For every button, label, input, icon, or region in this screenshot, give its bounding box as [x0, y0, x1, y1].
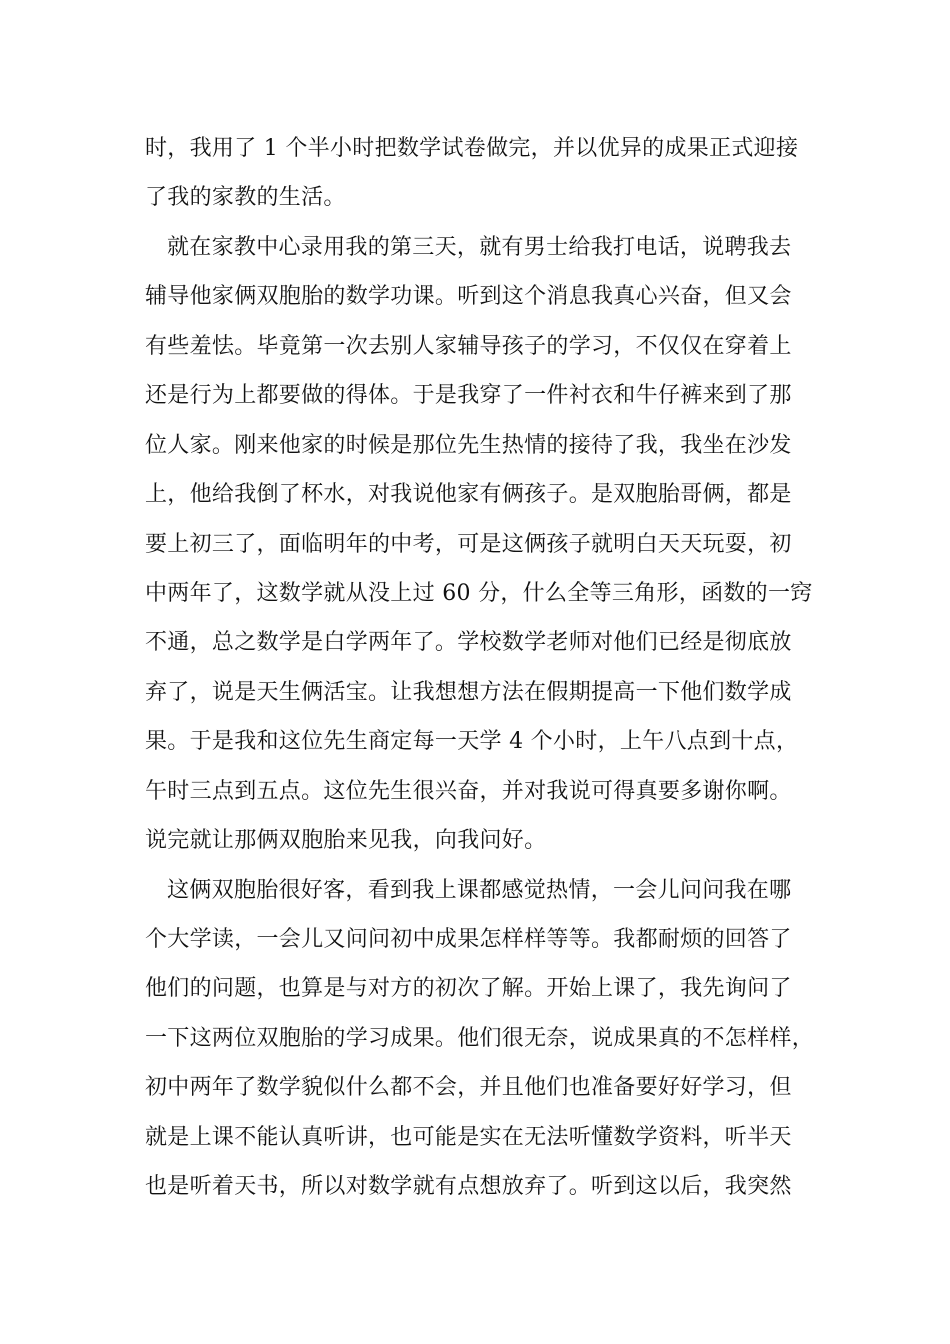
text-line: 说完就让那俩双胞胎来见我，向我问好。	[145, 828, 547, 854]
paragraph-first-line: 这俩双胞胎很好客，看到我上课都感觉热情，一会儿问问我在哪	[167, 877, 792, 903]
text-line: 中两年了，这数学就从没上过 60 分，什么全等三角形，函数的一窍	[145, 580, 813, 606]
text-line: 他们的问题，也算是与对方的初次了解。开始上课了，我先询问了	[145, 976, 792, 1002]
document-body	[145, 124, 835, 1212]
text-line: 位人家。刚来他家的时候是那位先生热情的接待了我，我坐在沙发	[145, 432, 792, 458]
text-line: 果。于是我和这位先生商定每一天学 4 个小时，上午八点到十点，	[145, 729, 799, 755]
paragraph-first-line: 就在家教中心录用我的第三天，就有男士给我打电话，说聘我去	[167, 234, 792, 260]
text-line: 弃了，说是天生俩活宝。让我想想方法在假期提高一下他们数学成	[145, 679, 792, 705]
text-line: 初中两年了数学貌似什么都不会，并且他们也准备要好好学习，但	[145, 1075, 792, 1101]
text-line: 还是行为上都要做的得体。于是我穿了一件衬衣和牛仔裤来到了那	[145, 383, 792, 409]
text-line: 一下这两位双胞胎的学习成果。他们很无奈，说成果真的不怎样样，	[145, 1025, 815, 1051]
text-line: 了我的家教的生活。	[145, 185, 346, 211]
text-line: 有些羞怯。毕竟第一次去别人家辅导孩子的学习，不仅仅在穿着上	[145, 333, 792, 359]
text-line: 上，他给我倒了杯水，对我说他家有俩孩子。是双胞胎哥俩，都是	[145, 482, 792, 508]
text-line: 午时三点到五点。这位先生很兴奋，并对我说可得真要多谢你啊。	[145, 778, 792, 804]
text-line: 就是上课不能认真听讲，也可能是实在无法听懂数学资料，听半天	[145, 1124, 792, 1150]
text-line: 个大学读，一会儿又问问初中成果怎样样等等。我都耐烦的回答了	[145, 927, 792, 952]
text-line: 不通，总之数学是白学两年了。学校数学老师对他们已经是彻底放	[145, 630, 792, 656]
text-line: 要上初三了，面临明年的中考，可是这俩孩子就明白天天玩耍，初	[145, 531, 792, 557]
text-line: 时，我用了 1 个半小时把数学试卷做完，并以优异的成果正式迎接	[145, 136, 799, 161]
text-line: 辅导他家俩双胞胎的数学功课。听到这个消息我真心兴奋，但又会	[145, 284, 792, 310]
text-line: 也是听着天书，所以对数学就有点想放弃了。听到这以后，我突然	[145, 1174, 792, 1200]
